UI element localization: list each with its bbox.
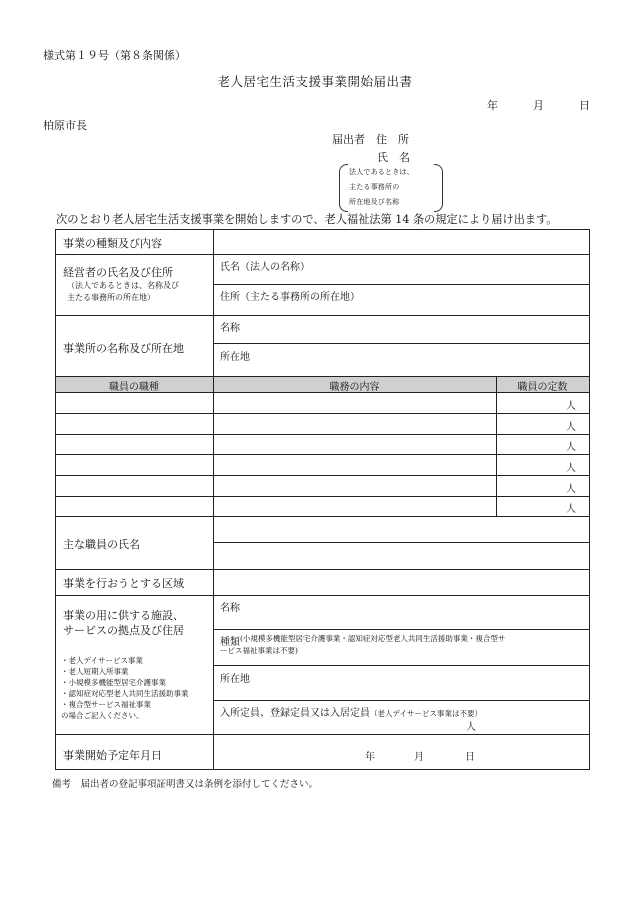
operator-note-line: 主たる事務所の所在地） xyxy=(67,293,155,302)
staff-count-unit: 人 xyxy=(566,484,576,495)
submission-date xyxy=(487,97,590,113)
divider xyxy=(213,665,590,666)
divider xyxy=(55,434,590,435)
divider xyxy=(213,284,590,285)
start-date-day: 日 xyxy=(465,752,475,763)
operator-address-field-label: 住所（主たる事務所の所在地） xyxy=(220,292,360,303)
operator-note xyxy=(67,280,179,304)
left-bracket xyxy=(339,164,348,212)
facility-kind-field-label: 種類 xyxy=(220,637,240,648)
divider xyxy=(55,315,590,316)
divider xyxy=(213,516,214,769)
divider xyxy=(55,569,590,570)
facility-note-line: ・老人短期入所事業 xyxy=(61,667,129,676)
date-year-label: 年 xyxy=(487,99,498,112)
divider xyxy=(213,343,590,344)
right-bracket xyxy=(434,164,443,212)
intro-statement: 次のとおり老人居宅生活支援事業を開始しますので、老人福祉法第 14 条の規定により届け出ます。 xyxy=(56,213,558,226)
corporation-note xyxy=(343,164,439,211)
border-left xyxy=(55,229,56,770)
applicant-name-label: 氏 名 xyxy=(377,151,410,164)
corp-note-line: 所在地及び名称 xyxy=(349,198,400,206)
staff-count-unit: 人 xyxy=(566,504,576,515)
divider xyxy=(55,454,590,455)
divider xyxy=(55,376,590,377)
service-area-label: 事業を行おうとする区域 xyxy=(63,577,184,590)
facility-label xyxy=(63,608,184,638)
facility-note-line: の場合ご記入ください。 xyxy=(61,711,144,720)
capacity-unit: 人 xyxy=(466,722,476,733)
divider xyxy=(55,734,590,735)
applicant-address-label: 届出者 住 所 xyxy=(332,133,409,146)
application-form-table xyxy=(55,229,590,770)
divider xyxy=(213,229,214,376)
staff-duties-header: 職務の内容 xyxy=(329,382,380,393)
date-day-label: 日 xyxy=(579,99,590,112)
operator-name-field-label: 氏名（法人の名称） xyxy=(220,262,310,273)
addressee: 柏原市長 xyxy=(43,119,87,132)
start-date-year: 年 xyxy=(365,752,375,763)
facility-note-line: ・老人デイサービス事業 xyxy=(61,656,143,665)
start-date-label: 事業開始予定年月日 xyxy=(63,749,162,762)
staff-type-header: 職員の職種 xyxy=(109,382,159,393)
divider xyxy=(213,700,590,701)
border-top xyxy=(55,229,590,230)
border-bottom xyxy=(55,769,590,770)
operator-note-line: （法人であるときは、名称及び xyxy=(67,281,179,290)
office-location-field-label: 所在地 xyxy=(220,352,250,363)
divider xyxy=(55,595,590,596)
facility-note xyxy=(61,655,189,721)
office-name-field-label: 名称 xyxy=(220,323,240,334)
divider xyxy=(496,376,497,516)
facility-capacity-label xyxy=(220,704,482,719)
capacity-label-text: 入所定員、登録定員又は入居定員 xyxy=(220,708,370,719)
facility-label-line: 事業の用に供する施設、 xyxy=(63,609,184,622)
facility-location-field-label: 所在地 xyxy=(220,674,250,685)
divider xyxy=(213,629,590,630)
staff-count-unit: 人 xyxy=(566,422,576,433)
facility-note-line: ・小規模多機能型居宅介護事業 xyxy=(61,678,166,687)
divider xyxy=(213,542,590,543)
divider xyxy=(55,516,590,517)
facility-note-line: ・認知症対応型老人共同生活援助事業 xyxy=(61,689,189,698)
divider xyxy=(55,413,590,414)
staff-count-unit: 人 xyxy=(566,463,576,474)
document-title: 老人居宅生活支援事業開始届出書 xyxy=(217,74,413,89)
corp-note-line: 主たる事務所の xyxy=(349,183,400,191)
divider xyxy=(55,475,590,476)
main-staff-label: 主な職員の氏名 xyxy=(63,538,140,551)
border-right xyxy=(589,229,590,770)
staff-count-unit: 人 xyxy=(566,401,576,412)
facility-name-field-label: 名称 xyxy=(220,603,240,614)
start-date-month: 月 xyxy=(414,752,424,763)
facility-note-line: ・複合型サービス福祉事業 xyxy=(61,700,151,709)
staff-count-unit: 人 xyxy=(566,442,576,453)
capacity-note-text: （老人デイサービス事業は不要） xyxy=(370,709,482,718)
facility-kind-note-line: (小規模多機能型居宅介護事業・認知症対応型老人共同生活援助事業・複合型サ xyxy=(240,634,506,643)
divider xyxy=(213,376,214,516)
operator-label: 経営者の氏名及び住所 xyxy=(63,266,173,279)
divider xyxy=(55,254,590,255)
facility-kind-note-line: ービス福祉事業は不要) xyxy=(220,646,298,655)
facility-label-line: サービスの拠点及び住居 xyxy=(63,624,184,637)
divider xyxy=(55,496,590,497)
office-label: 事業所の名称及び所在地 xyxy=(63,342,184,355)
date-month-label: 月 xyxy=(533,99,544,112)
remarks-footnote: 備考 届出者の登記事項証明書又は条例を添付してください。 xyxy=(52,779,319,790)
corp-note-line: 法人であるときは、 xyxy=(349,168,414,176)
form-number: 様式第１９号（第８条関係） xyxy=(43,49,186,62)
business-type-label: 事業の種類及び内容 xyxy=(63,237,162,250)
staff-count-header: 職員の定数 xyxy=(517,382,568,393)
